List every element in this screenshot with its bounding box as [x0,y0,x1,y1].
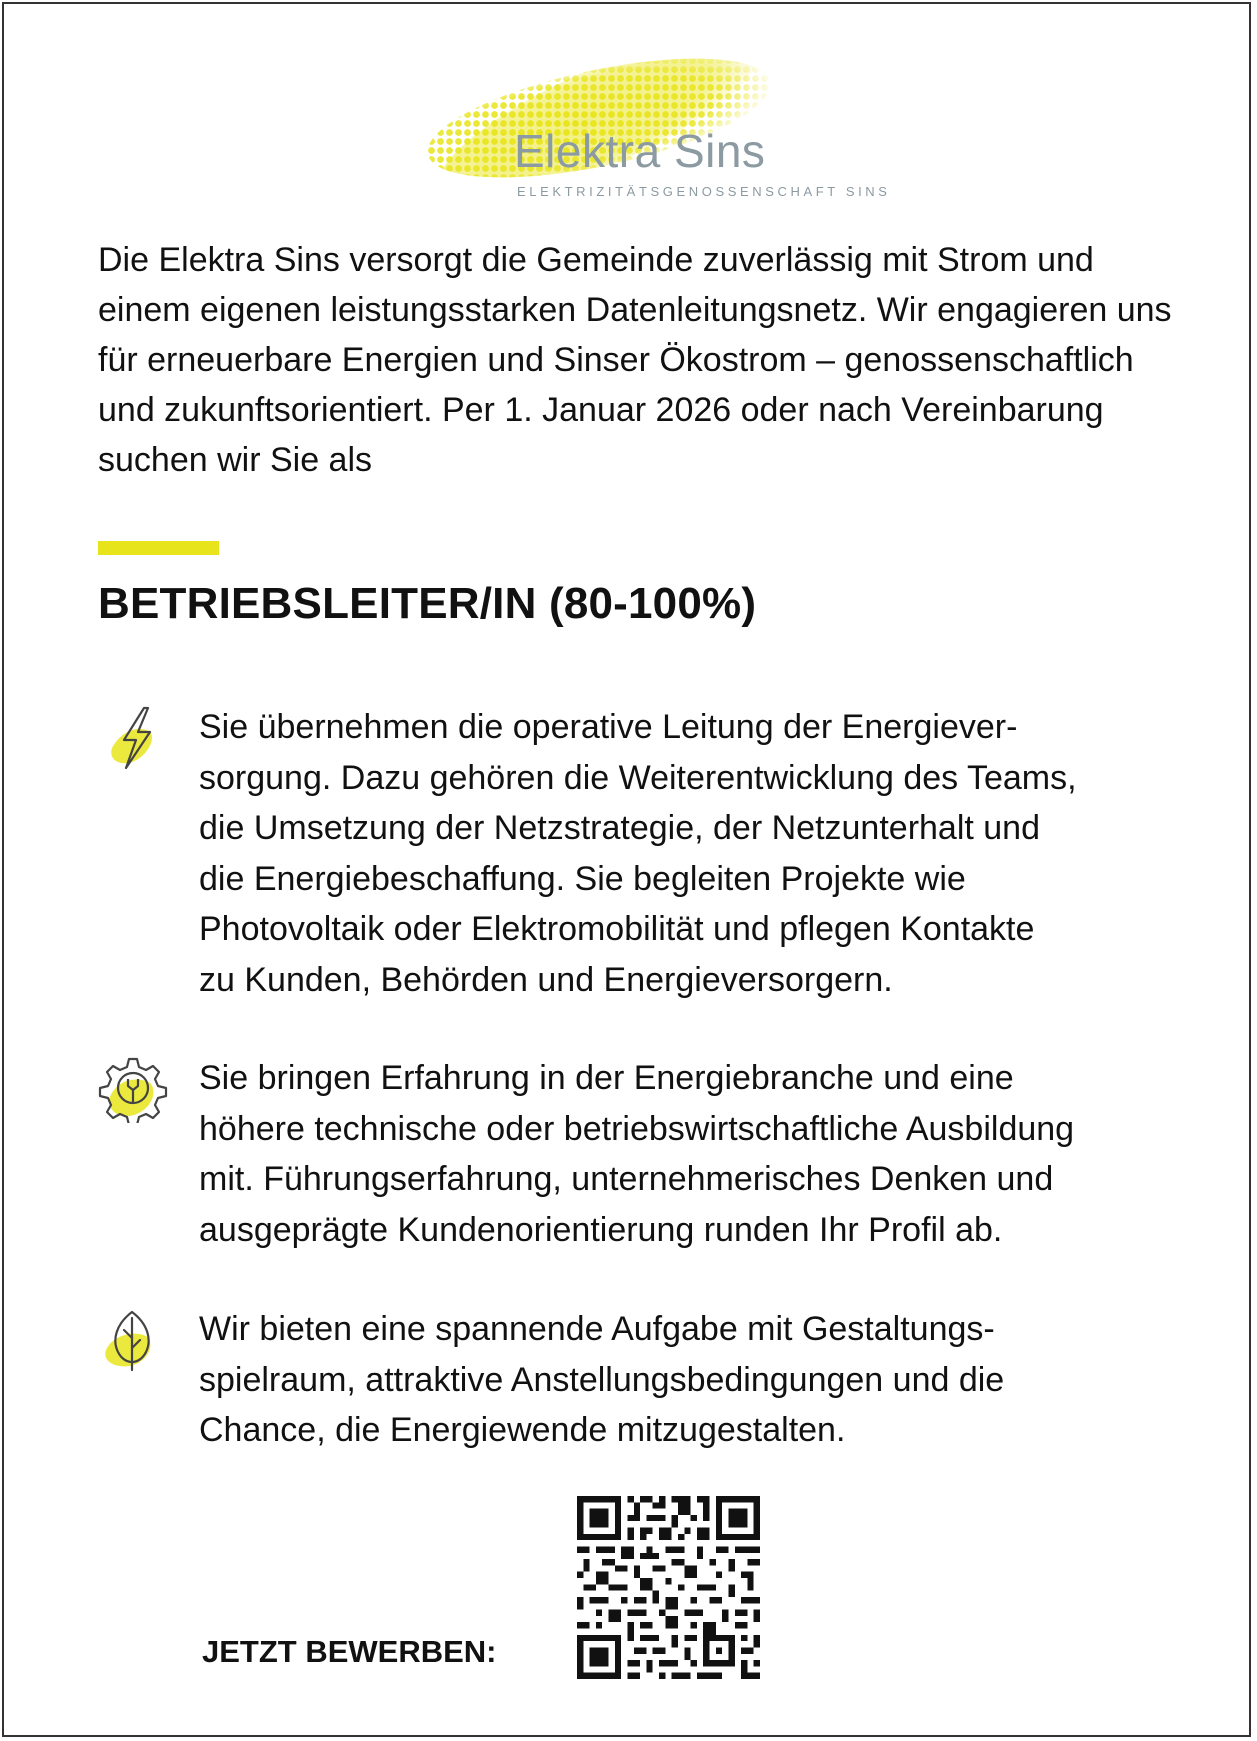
leaf-icon [98,1304,168,1374]
accent-bar [98,541,219,555]
section-text: Sie übernehmen die operative Leitung der Energiever- sorgung. Dazu gehören die Weiterentwicklung des Teams, die Umsetzung der Netzstrategie, der Netzunterhalt und die Energiebeschaffung. Sie begleiten Projekte wie Photovoltaik oder Elektromobilität und pflegen Kontakte zu Kunden, Behörden und Energieversorgern. [199,708,1077,999]
section-text: Sie bringen Erfahrung in der Energiebranche und eine höhere technische oder betriebswirtschaftliche Ausbildung mit. Führungserfahrung, unternehmerisches Denken und ausgeprägte Kundenorientierung runden Ihr Profil ab. [199,1059,1075,1249]
logo-subtitle: ELEKTRIZITÄTSGENOSSENSCHAFT SINS [517,184,891,199]
intro-paragraph: Die Elektra Sins versorgt die Gemeinde zuverlässig mit Strom und einem eigenen leistungsstarken Datenleitungsnetz. Wir engagieren uns für erneuerbare Energien und Sinser Ökostrom – genossenschaftlich und zukunftsorientiert. Per 1. Januar 2026 oder nach Vereinbarung suchen wir Sie als [98,241,1172,479]
section-text: Wir bieten eine spannende Aufgabe mit Gestaltungs- spielraum, attraktive Anstellungsbedingungen und die Chance, die Energiewende mitzugestalten. [199,1310,1005,1449]
apply-label: JETZT BEWERBEN: [202,1634,497,1669]
logo-wordmark: Elektra Sins [514,125,766,177]
qr-code-icon[interactable] [577,1496,760,1679]
lightning-icon [98,702,168,772]
page-frame [2,2,1251,1737]
job-title: BETRIEBSLEITER/IN (80-100%) [98,579,757,628]
gear-wrench-icon [98,1053,168,1123]
company-logo [409,56,891,216]
